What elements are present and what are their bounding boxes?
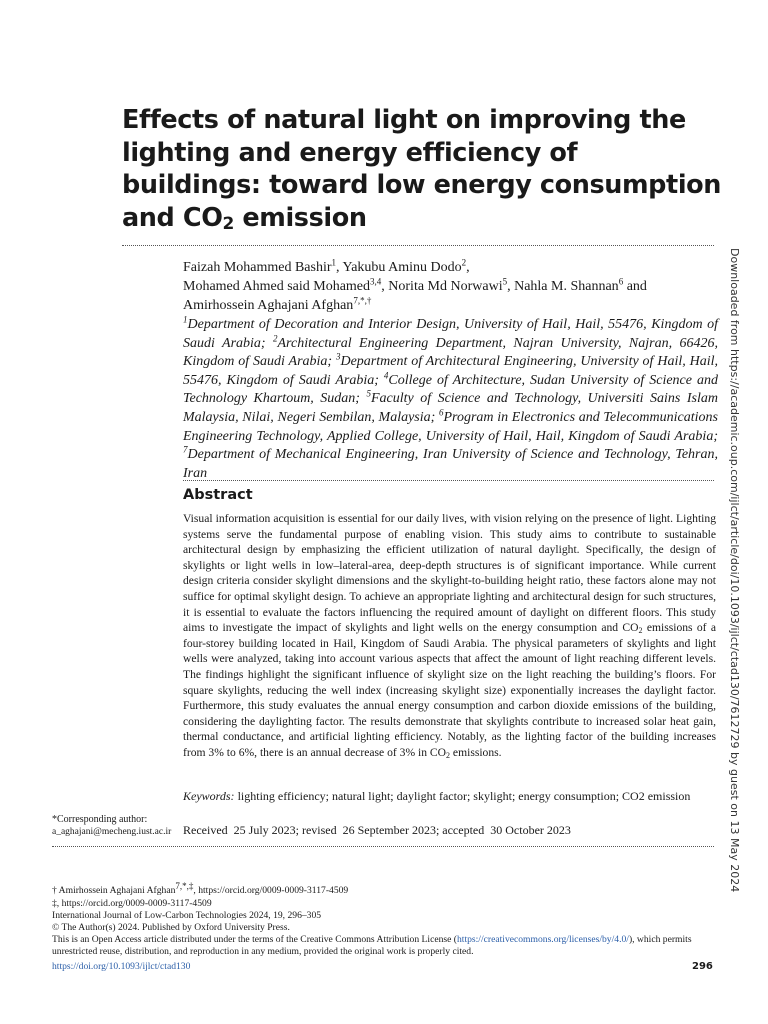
download-side-note: Downloaded from https://academic.oup.com/ijlct/article/doi/10.1093/ijlct/ctad130/7612729 by guest on 13 May 2024 [728, 248, 741, 893]
orcid-footnote: ‡, https://orcid.org/0009-0009-3117-4509 [52, 898, 212, 909]
license-notice: This is an Open Access article distributed under the terms of the Creative Commons Attribution License (https://creativecommons.org/licenses/by/4.0/), which permits unrestricted reuse, distribution, and reproduction in any medium, provided the original work is properly cited. [52, 934, 692, 957]
author-list: Faizah Mohammed Bashir$^1$, Yakubu Aminu Dodo$^2$, Mohamed Ahmed said Mohamed$^{3,4}$, Norita Md Norwawi$^5$, Nahla M. Shannan$^6$ and Amirhossein Aghajani Afghan$^{7,*,\dagger}$ [183, 257, 647, 313]
title-main: Effects of natural light on improving the lighting and energy efficiency of buildings: toward low energy consumption and CO [122, 105, 722, 233]
orcid-link[interactable]: , https://orcid.org/0009-0009-3117-4509 [193, 885, 349, 896]
affiliation: Department of Decoration and Interior Design, University of Hail, Hail, 55476, Kingdom of Saudi Arabia; [183, 317, 718, 351]
title-divider [122, 245, 714, 246]
affiliation-divider [183, 480, 714, 481]
abstract-text: Visual information acquisition is essential for our daily lives, with vision relying on the presence of light. Lighting systems serve the fundamental purpose of enabling vision. This study aims to contribute to sustainable architectural design by emphasizing the efficient utilization of natural daylight. Specifically, the design of skylights or light wells in low–lateral-area, deep-depth structures is of significant importance. While current design criteria consider skylight dimensions and the skylight-to-building height ratio, these factors alone may not suffice for optimal skylight design. To achieve an appropriate lighting and architectural design for such structures, it is essential to evaluate the factors influencing the required amount of daylight on different floors. This study aims to investigate the impact of skylights and light wells on the energy consumption and $CO_2$ emissions of a four-storey building located in Hail, Kingdom of Saudi Arabia. The physical parameters of skylights and light wells were analyzed, taking into account various aspects that affect the amount of light reaching different levels. The findings highlight the significant influence of skylight size on the light reaching the building’s floors. For square skylights, reducing the well index (increasing skylight size) exponentially increases the daylight factor. Furthermore, this study evaluates the annual energy consumption and carbon dioxide emissions of the building, considering the daylighting factor. The results demonstrate that skylights contribute to increased solar heat gain, thermal conductance, and artificial lighting efficiency. Notably, as the lighting factor of the building increases from 3% to 6%, there is an annual decrease of 3% in $CO_2$ emissions. [183, 512, 716, 760]
footer-divider [52, 846, 714, 847]
author-name: Faizah Mohammed Bashir [183, 260, 332, 275]
keywords-label: Keywords: [183, 789, 235, 803]
author-name: , Nahla M. Shannan [507, 279, 619, 294]
affiliations: $^1$Department of Decoration and Interior Design, University of Hail, Hail, 55476, Kingdom of Saudi Arabia; $^2$Architectural Engineering Department, Najran University, Najran, 66426, Kingdom of Saudi Arabia; $^3$Department of Architectural Engineering, University of Hail, Hail, 55476, Kingdom of Saudi Arabia; $^4$College of Architecture, Sudan University of Science and Technology Khartoum, Sudan; $^5$Faculty of Science and Technology, Universiti Sains Islam Malaysia, Nilai, Negeri Sembilan, Malaysia; $^6$Program in Electronics and Telecommunications Engineering Technology, Applied College, University of Hail, Hail, Kingdom of Saudi Arabia; $^7$Department of Mechanical Engineering, Iran University of Science and Technology, Tehran, Iran [183, 314, 718, 481]
title-subscript: 2 [222, 213, 234, 234]
keywords-text: lighting efficiency; natural light; daylight factor; skylight; energy consumption; CO2 emission [237, 789, 691, 803]
author-name: Amirhossein Aghajani Afghan [183, 298, 354, 313]
abstract-heading: Abstract [183, 487, 253, 503]
affiliation: College of Architecture, Sudan University of Science and Technology Khartoum, Sudan; [183, 372, 718, 407]
copyright-notice: © The Author(s) 2024. Published by Oxford University Press. [52, 922, 290, 933]
author-name: , Norita Md Norwawi [381, 279, 503, 294]
author-name: , Yakubu Aminu Dodo [336, 260, 462, 275]
page-number: 296 [692, 961, 713, 972]
author-name: Mohamed Ahmed said Mohamed [183, 279, 371, 294]
title-end: emission [233, 202, 367, 233]
orcid-footnote: † Amirhossein Aghajani Afghan$^{7,*,\ddagger}$, https://orcid.org/0009-0009-3117-4509 [52, 880, 349, 896]
orcid-link[interactable]: , https://orcid.org/0009-0009-3117-4509 [56, 898, 212, 909]
corresponding-author-email[interactable]: a_aghajani@mecheng.iust.ac.ir [52, 827, 172, 837]
affiliation: Department of Architectural Engineering, University of Hail, Hail, 55476, Kingdom of Saudi Arabia; [183, 354, 718, 388]
article-title [122, 104, 722, 234]
journal-citation: International Journal of Low-Carbon Technologies 2024, 19, 296–305 [52, 910, 322, 921]
doi-link[interactable]: https://doi.org/10.1093/ijlct/ctad130 [52, 961, 191, 972]
received-dates: Received 25 July 2023; revised 26 September 2023; accepted 30 October 2023 [183, 823, 571, 837]
corresponding-author-label: *Corresponding author: [52, 814, 148, 825]
affiliation: Faculty of Science and Technology, Universiti Sains Islam Malaysia, Nilai, Negeri Sembilan, Malaysia; [183, 391, 718, 425]
keywords [183, 789, 723, 804]
affiliation: Architectural Engineering Department, Najran University, Najran, 66426, Kingdom of Saudi Arabia; [183, 335, 718, 370]
affiliation: Department of Mechanical Engineering, Iran University of Science and Technology, Tehran, Iran [183, 447, 718, 481]
affiliation: Program in Electronics and Telecommunications Engineering Technology, Applied College, University of Hail, Hail, Kingdom of Saudi Arabia; [183, 409, 718, 444]
license-link[interactable]: https://creativecommons.org/licenses/by/4.0/ [456, 934, 629, 945]
